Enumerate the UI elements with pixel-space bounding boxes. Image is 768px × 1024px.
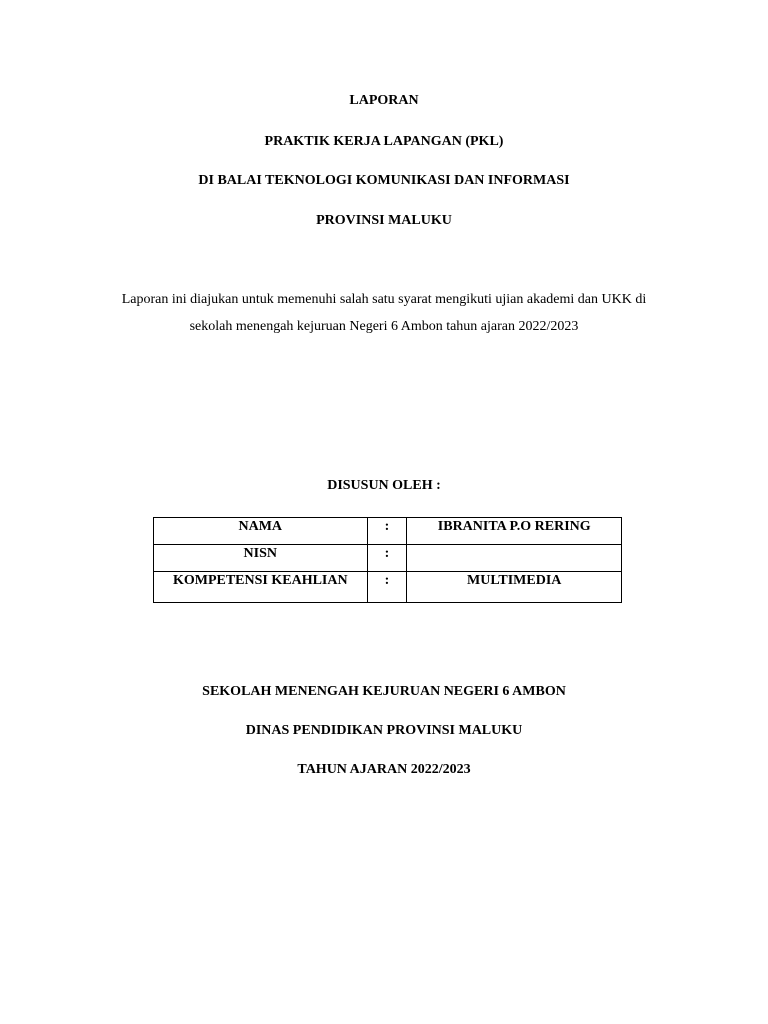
row-label: KOMPETENSI KEAHLIAN	[154, 572, 368, 603]
table-row	[154, 572, 622, 603]
row-value	[407, 545, 622, 572]
footer-school: SEKOLAH MENENGAH KEJURUAN NEGERI 6 AMBON	[202, 684, 566, 699]
footer-academic-year: TAHUN AJARAN 2022/2023	[297, 762, 471, 777]
title-report: LAPORAN	[349, 93, 419, 108]
row-value: IBRANITA P.O RERING	[407, 518, 622, 545]
table-row	[154, 545, 622, 572]
author-heading: DISUSUN OLEH :	[327, 478, 441, 493]
table-row	[154, 518, 622, 545]
row-separator: :	[367, 545, 407, 572]
description-line-2: sekolah menengah kejuruan Negeri 6 Ambon tahun ajaran 2022/2023	[189, 319, 579, 334]
title-province: PROVINSI MALUKU	[316, 213, 452, 228]
footer-department: DINAS PENDIDIKAN PROVINSI MALUKU	[245, 723, 523, 738]
row-separator: :	[367, 518, 407, 545]
row-separator: :	[367, 572, 407, 603]
title-institution: DI BALAI TEKNOLOGI KOMUNIKASI DAN INFORMASI	[198, 173, 570, 188]
row-label: NISN	[154, 545, 368, 572]
title-pkl: PRAKTIK KERJA LAPANGAN (PKL)	[264, 134, 504, 149]
author-info-table	[153, 517, 622, 603]
row-label: NAMA	[154, 518, 368, 545]
description-line-1: Laporan ini diajukan untuk memenuhi salah satu syarat mengikuti ujian akademi dan UKK di	[121, 292, 647, 307]
row-value: MULTIMEDIA	[407, 572, 622, 603]
